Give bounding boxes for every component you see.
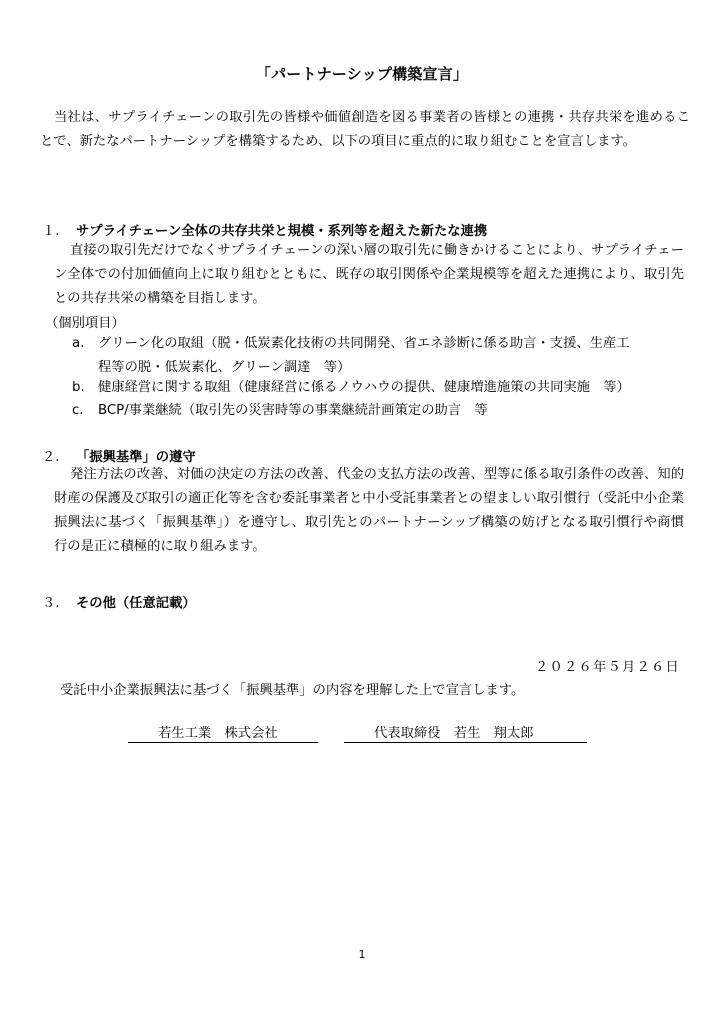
section-2-body: 発注方法の改善、対価の決定の方法の改善、代金の支払方法の改善、型等に係る取引条件の改善、知的財産の保護及び取引の適正化等を含む委託事業者と中小受託事業者との望ましい取引慣行（受託中小企業振興法に基づく「振興基準」）を遵守し、取引先とのパートナーシップ構築の妨げとなる取引慣行や商慣行の是正に積極的に取り組みます。 <box>54 467 684 554</box>
section-2-number: ２. <box>42 450 60 465</box>
company-name: 若生工業 株式会社 <box>158 726 278 741</box>
page-title: 「パートナーシップ構築宣言」 <box>255 65 469 83</box>
section-3-heading <box>42 592 196 611</box>
declaration-statement: 受託中小企業振興法に基づく「振興基準」の内容を理解した上で宣言します。 <box>60 683 525 698</box>
list-item-c-text: BCP/事業継続（取引先の災害時等の事業継続計画策定の助言 等 <box>98 403 488 418</box>
section-3-number: ３. <box>42 596 60 611</box>
representative-field <box>344 722 587 743</box>
list-item-b <box>72 376 682 400</box>
list-item-c-marker: c. <box>72 403 84 418</box>
list-item-a <box>72 332 682 380</box>
list-item-a-continuation: 程等の脱・低炭素化、グリーン調達 等） <box>98 360 351 375</box>
section-1-title: サプライチェーン全体の共存共栄と規模・系列等を超えた新たな連携 <box>76 224 488 239</box>
representative-name: 代表取締役 若生 翔太郎 <box>374 726 534 741</box>
list-item-b-marker: b. <box>72 380 85 395</box>
intro-paragraph: 当社は、サプライチェーンの取引先の皆様や価値創造を図る事業者の皆様との連携・共存共栄を進めることで、新たなパートナーシップを構築するため、以下の項目に重点的に取り組むことを宣言します。 <box>40 110 690 149</box>
list-item-b-text: 健康経営に関する取組（健康経営に係るノウハウの提供、健康増進施策の共同実施 等） <box>98 380 630 395</box>
items-heading: （個別項目） <box>45 316 125 331</box>
section-1-heading <box>42 220 487 239</box>
page-number: 1 <box>358 948 366 961</box>
section-1-number: １. <box>42 224 60 239</box>
section-2-title: 「振興基準」の遵守 <box>76 450 196 465</box>
list-item-a-marker: a. <box>72 336 85 351</box>
section-1-body: 直接の取引先だけでなくサプライチェーンの深い層の取引先に働きかけることにより、サプライチェーン全体での付加価値向上に取り組むとともに、既存の取引関係や企業規模等を超えた連携により、取引先との共存共栄の構築を目指します。 <box>54 243 684 306</box>
list-item-c <box>72 399 682 423</box>
list-item-a-text: グリーン化の取組（脱・低炭素化技術の共同開発、省エネ診断に係る助言・支援、生産工 <box>98 336 630 351</box>
section-3-title: その他（任意記載） <box>76 596 196 611</box>
declaration-date: ２０２６年５月２６日 <box>535 660 680 675</box>
company-name-field <box>128 722 318 743</box>
